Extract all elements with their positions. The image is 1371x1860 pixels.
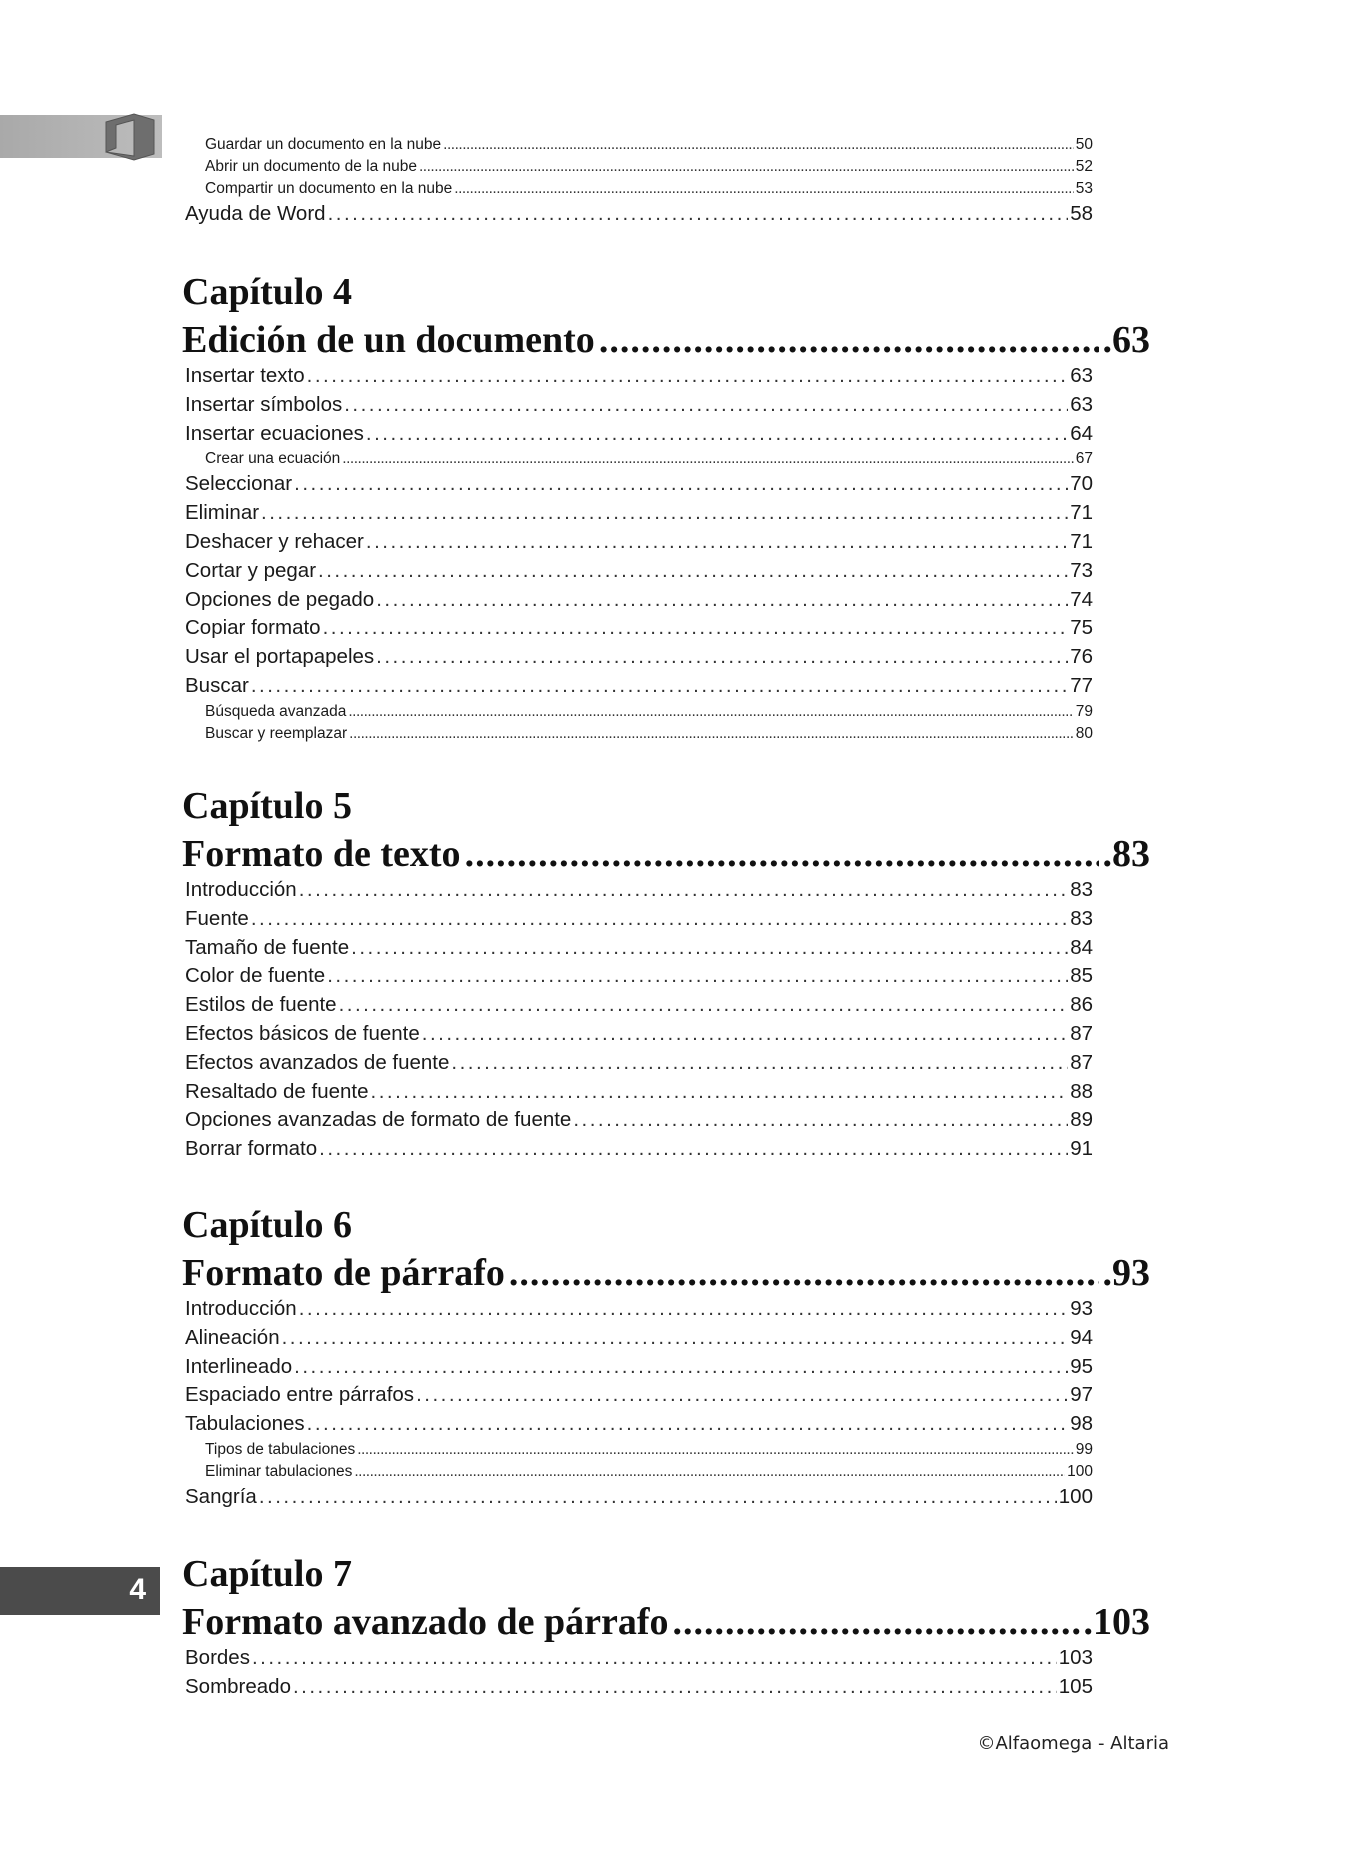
entry-label: Seleccionar (185, 472, 293, 496)
dot-leader (293, 1675, 1057, 1699)
page-number: 4 (129, 1573, 146, 1606)
dot-leader (299, 878, 1069, 902)
entry-label: Copiar formato (185, 616, 321, 640)
entry-page: 67 (1075, 450, 1093, 468)
toc-entry (185, 422, 1093, 449)
entry-page: 83 (1070, 906, 1093, 930)
toc-entry (185, 1051, 1093, 1078)
entry-page: 50 (1075, 136, 1093, 153)
toc-entry (185, 364, 1093, 391)
entry-label: Color de fuente (185, 964, 326, 988)
entry-label: Opciones avanzadas de formato de fuente (185, 1108, 572, 1132)
entry-label: Eliminar (185, 501, 260, 525)
entry-page: 83 (1070, 878, 1093, 901)
entry-label: Fuente (185, 906, 249, 930)
entry-page: 89 (1070, 1108, 1093, 1132)
toc-entry (185, 907, 1093, 934)
toc-entry (185, 1355, 1093, 1382)
entry-page: 80 (1075, 724, 1093, 742)
chapter-label: Capítulo 7 (182, 1553, 352, 1595)
entry-label: Borrar formato (185, 1137, 318, 1161)
dot-leader (599, 318, 1099, 362)
entry-page: 73 (1070, 558, 1093, 582)
entry-label: Sangría (185, 1485, 257, 1508)
dot-leader (318, 559, 1068, 583)
dot-leader (252, 1646, 1057, 1670)
toc-entry (185, 1022, 1093, 1049)
entry-label: Bordes (185, 1646, 250, 1669)
entry-page: 52 (1075, 158, 1093, 175)
chapter-title: Edición de un documento (182, 319, 595, 361)
entry-label: Sombreado (185, 1674, 291, 1698)
entry-label: Insertar símbolos (185, 392, 343, 416)
entry-label: Insertar ecuaciones (185, 421, 364, 445)
entry-page: 58 (1070, 202, 1093, 225)
dot-leader (349, 725, 1074, 743)
dot-leader (327, 964, 1068, 988)
dot-leader (348, 703, 1073, 721)
toc-subentry (205, 703, 1093, 724)
header-tab (0, 115, 162, 158)
dot-leader (673, 1600, 1080, 1644)
chapter-label: Capítulo 6 (182, 1204, 352, 1246)
entry-label: Alineación (185, 1325, 280, 1349)
dot-leader (419, 158, 1074, 176)
entry-page: 100 (1058, 1485, 1093, 1508)
entry-label: Efectos básicos de fuente (185, 1022, 420, 1045)
toc-entry (185, 202, 1093, 229)
entry-label: Búsqueda avanzada (205, 702, 347, 720)
entry-page: 85 (1070, 964, 1093, 988)
toc-subentry (205, 158, 1093, 179)
entry-page: 71 (1070, 501, 1093, 525)
chapter-title: Formato de texto (182, 833, 461, 875)
dot-leader (339, 993, 1069, 1017)
entry-label: Ayuda de Word (185, 202, 326, 225)
chapter-page: .83 (1102, 833, 1150, 875)
entry-page: 91 (1070, 1137, 1093, 1161)
chapter-label: Capítulo 5 (182, 785, 352, 827)
dot-leader (251, 907, 1068, 931)
footer-publisher: ©Alfaomega - Altaria (977, 1733, 1169, 1754)
dot-leader (323, 616, 1069, 640)
chapter-title-row (182, 1600, 1150, 1644)
dot-leader (282, 1326, 1069, 1350)
chapter-page: .63 (1102, 319, 1150, 361)
entry-page: 94 (1070, 1325, 1093, 1349)
dot-leader (259, 1485, 1057, 1509)
entry-label: Usar el portapapeles (185, 645, 375, 669)
chapter-title-row (182, 318, 1150, 362)
entry-page: 71 (1070, 530, 1093, 553)
entry-page: 98 (1070, 1412, 1093, 1436)
dot-leader (328, 202, 1069, 226)
toc-entry (185, 1137, 1093, 1164)
entry-page: 100 (1067, 1463, 1093, 1480)
entry-label: Tabulaciones (185, 1412, 305, 1436)
dot-leader (351, 936, 1068, 960)
entry-page: 103 (1058, 1646, 1093, 1669)
office-logo-icon (100, 112, 160, 162)
dot-leader (443, 136, 1074, 154)
entry-label: Estilos de fuente (185, 993, 337, 1017)
dot-leader (357, 1441, 1074, 1459)
dot-leader (573, 1108, 1068, 1132)
entry-page: 76 (1070, 645, 1093, 669)
entry-page: 74 (1070, 587, 1093, 611)
entry-label: Crear una ecuación (205, 450, 341, 468)
toc-subentry (205, 450, 1093, 471)
dot-leader (451, 1051, 1068, 1075)
entry-label: Espaciado entre párrafos (185, 1383, 415, 1407)
chapter-title: Formato avanzado de párrafo (182, 1601, 669, 1643)
dot-leader (366, 530, 1068, 554)
entry-label: Insertar texto (185, 364, 305, 387)
toc-subentry (205, 1441, 1093, 1462)
entry-label: Eliminar tabulaciones (205, 1463, 353, 1480)
toc-entry (185, 1108, 1093, 1135)
dot-leader (371, 1080, 1069, 1104)
toc-entry (185, 472, 1093, 499)
dot-leader (376, 645, 1068, 669)
toc-entry (185, 1297, 1093, 1324)
entry-page: 88 (1070, 1079, 1093, 1103)
entry-page: 105 (1058, 1674, 1093, 1698)
toc-entry (185, 1383, 1093, 1410)
entry-page: 63 (1070, 392, 1093, 416)
toc-entry (185, 964, 1093, 991)
entry-page: 64 (1070, 421, 1093, 445)
entry-label: Efectos avanzados de fuente (185, 1050, 450, 1074)
dot-leader (344, 393, 1068, 417)
toc-subentry (205, 136, 1093, 157)
entry-label: Interlineado (185, 1354, 293, 1378)
entry-page: 95 (1070, 1354, 1093, 1378)
toc-entry (185, 1326, 1093, 1353)
toc-entry (185, 588, 1093, 615)
toc-entry (185, 1675, 1093, 1702)
entry-label: Deshacer y rehacer (185, 530, 364, 553)
entry-label: Compartir un documento en la nube (205, 180, 453, 197)
dot-leader (261, 501, 1068, 525)
toc-subentry (205, 725, 1093, 746)
entry-page: 53 (1075, 180, 1093, 197)
chapter-title: Formato de párrafo (182, 1252, 505, 1294)
dot-leader (366, 422, 1068, 446)
entry-page: 84 (1070, 935, 1093, 959)
chapter-page: .93 (1102, 1252, 1150, 1294)
dot-leader (294, 472, 1068, 496)
entry-label: Opciones de pegado (185, 587, 375, 611)
entry-page: 99 (1075, 1441, 1093, 1458)
toc-entry (185, 559, 1093, 586)
entry-label: Guardar un documento en la nube (205, 136, 442, 153)
toc-entry (185, 936, 1093, 963)
toc-entry (185, 645, 1093, 672)
toc-entry (185, 393, 1093, 420)
toc-entry (185, 530, 1093, 557)
entry-label: Buscar y reemplazar (205, 724, 348, 742)
dot-leader (465, 832, 1099, 876)
entry-page: 79 (1075, 702, 1093, 720)
entry-label: Abrir un documento de la nube (205, 158, 417, 175)
entry-page: 70 (1070, 472, 1093, 496)
entry-page: 87 (1070, 1022, 1093, 1045)
toc-entry (185, 674, 1093, 701)
dot-leader (251, 674, 1068, 698)
chapter-title-row (182, 832, 1150, 876)
toc-entry (185, 1485, 1093, 1512)
toc-entry (185, 878, 1093, 905)
entry-page: 93 (1070, 1297, 1093, 1320)
dot-leader (422, 1022, 1068, 1046)
dot-leader (342, 450, 1073, 468)
chapter-title-row (182, 1251, 1150, 1295)
dot-leader (509, 1251, 1099, 1295)
toc-entry (185, 616, 1093, 643)
entry-page: 75 (1070, 616, 1093, 640)
dot-leader (299, 1297, 1069, 1321)
dot-leader (376, 588, 1068, 612)
dot-leader (307, 1412, 1069, 1436)
toc-entry (185, 1412, 1093, 1439)
chapter-page: .103 (1083, 1601, 1150, 1643)
toc-subentry (205, 180, 1093, 201)
page-number-tab (0, 1567, 160, 1615)
entry-label: Cortar y pegar (185, 558, 317, 582)
chapter-label: Capítulo 4 (182, 271, 352, 313)
dot-leader (354, 1463, 1065, 1481)
entry-label: Tipos de tabulaciones (205, 1441, 356, 1458)
toc-entry (185, 1080, 1093, 1107)
entry-label: Tamaño de fuente (185, 935, 350, 959)
entry-page: 86 (1070, 993, 1093, 1017)
toc-subentry (205, 1463, 1093, 1484)
dot-leader (319, 1137, 1068, 1161)
entry-label: Introducción (185, 878, 297, 901)
entry-page: 87 (1070, 1050, 1093, 1074)
toc-entry (185, 501, 1093, 528)
dot-leader (454, 180, 1073, 198)
entry-page: 77 (1070, 674, 1093, 697)
entry-page: 97 (1070, 1383, 1093, 1407)
dot-leader (294, 1355, 1068, 1379)
entry-page: 63 (1070, 364, 1093, 387)
toc-entry (185, 1646, 1093, 1673)
entry-label: Introducción (185, 1297, 297, 1320)
dot-leader (307, 364, 1069, 388)
entry-label: Buscar (185, 674, 249, 697)
entry-label: Resaltado de fuente (185, 1079, 369, 1103)
dot-leader (416, 1383, 1068, 1407)
toc-entry (185, 993, 1093, 1020)
